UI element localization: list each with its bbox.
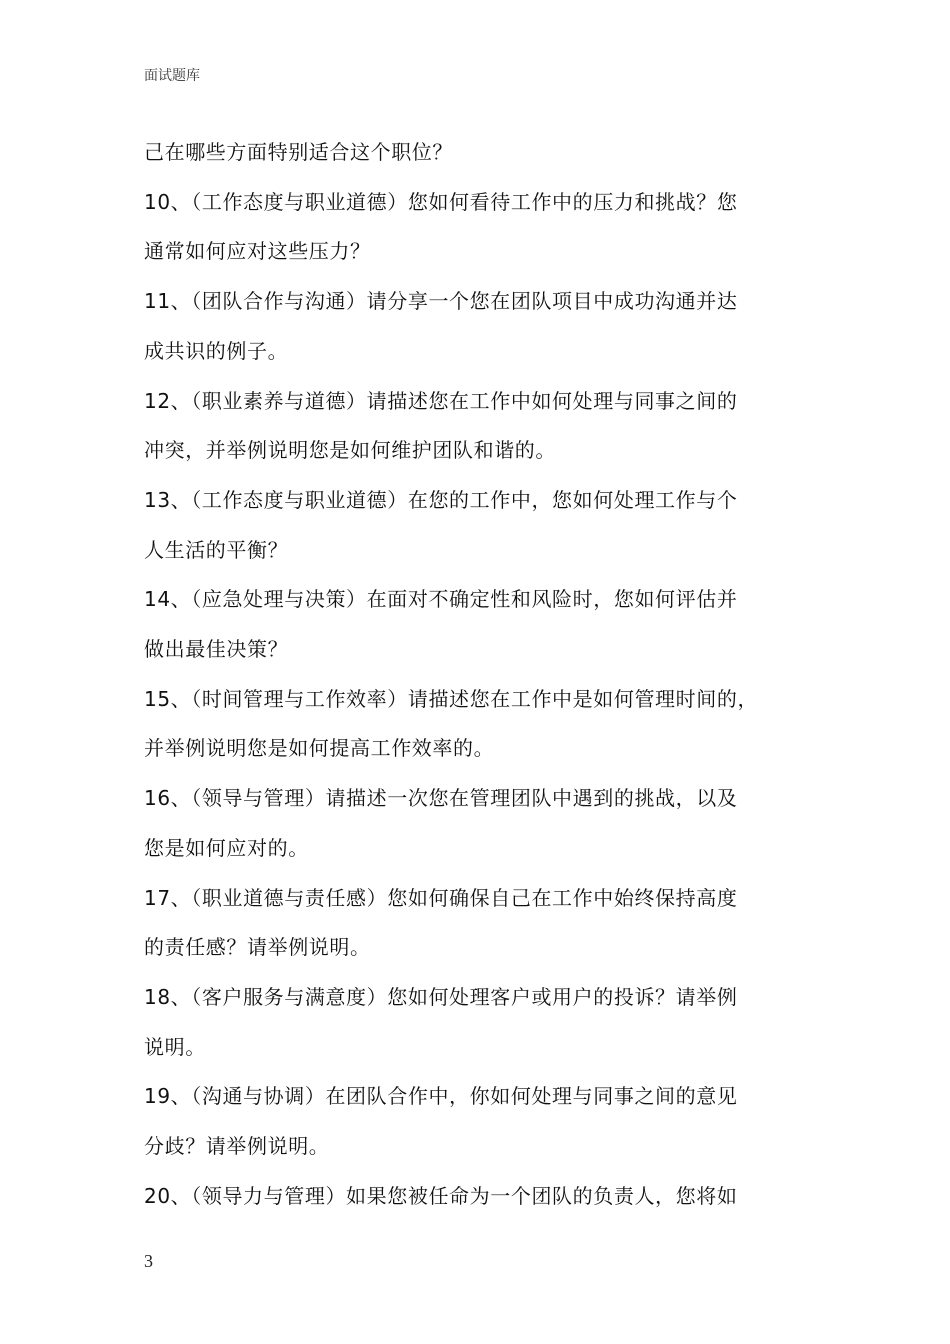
- text-line: 成共识的例子。: [144, 338, 289, 363]
- text-line: 的责任感？请举例说明。: [144, 935, 371, 960]
- text-line: 15、（时间管理与工作效率）请描述您在工作中是如何管理时间的，: [144, 686, 759, 711]
- text-line: 13、（工作态度与职业道德）在您的工作中，您如何处理工作与个: [144, 487, 738, 512]
- question-list: [144, 128, 844, 1221]
- text-line: 冲突，并举例说明您是如何维护团队和谐的。: [144, 438, 556, 463]
- text-line: 您是如何应对的。: [144, 835, 309, 860]
- text-line: 并举例说明您是如何提高工作效率的。: [144, 736, 495, 761]
- text-line: 分歧？请举例说明。: [144, 1134, 330, 1159]
- text-line: 己在哪些方面特别适合这个职位？: [144, 140, 453, 164]
- text-line: 11、（团队合作与沟通）请分享一个您在团队项目中成功沟通并达: [144, 289, 738, 314]
- text-line: 16、（领导与管理）请描述一次您在管理团队中遇到的挑战，以及: [144, 786, 738, 811]
- page-header: 面试题库: [144, 68, 200, 84]
- text-line: 10、（工作态度与职业道德）您如何看待工作中的压力和挑战？您: [144, 189, 738, 214]
- page-number: 3: [144, 1251, 153, 1271]
- text-line: 12、（职业素养与道德）请描述您在工作中如何处理与同事之间的: [144, 388, 738, 413]
- text-line: 做出最佳决策？: [144, 637, 289, 662]
- text-line: 19、（沟通与协调）在团队合作中，你如何处理与同事之间的意见: [144, 1084, 738, 1109]
- text-line: 说明。: [144, 1034, 206, 1059]
- text-line: 人生活的平衡？: [144, 537, 289, 562]
- text-line: 14、（应急处理与决策）在面对不确定性和风险时，您如何评估并: [144, 587, 738, 612]
- text-line: 通常如何应对这些压力？: [144, 239, 371, 264]
- text-line: 17、（职业道德与责任感）您如何确保自己在工作中始终保持高度: [144, 885, 738, 910]
- text-line: 20、（领导力与管理）如果您被任命为一个团队的负责人，您将如: [144, 1183, 738, 1208]
- text-line: 18、（客户服务与满意度）您如何处理客户或用户的投诉？请举例: [144, 984, 738, 1009]
